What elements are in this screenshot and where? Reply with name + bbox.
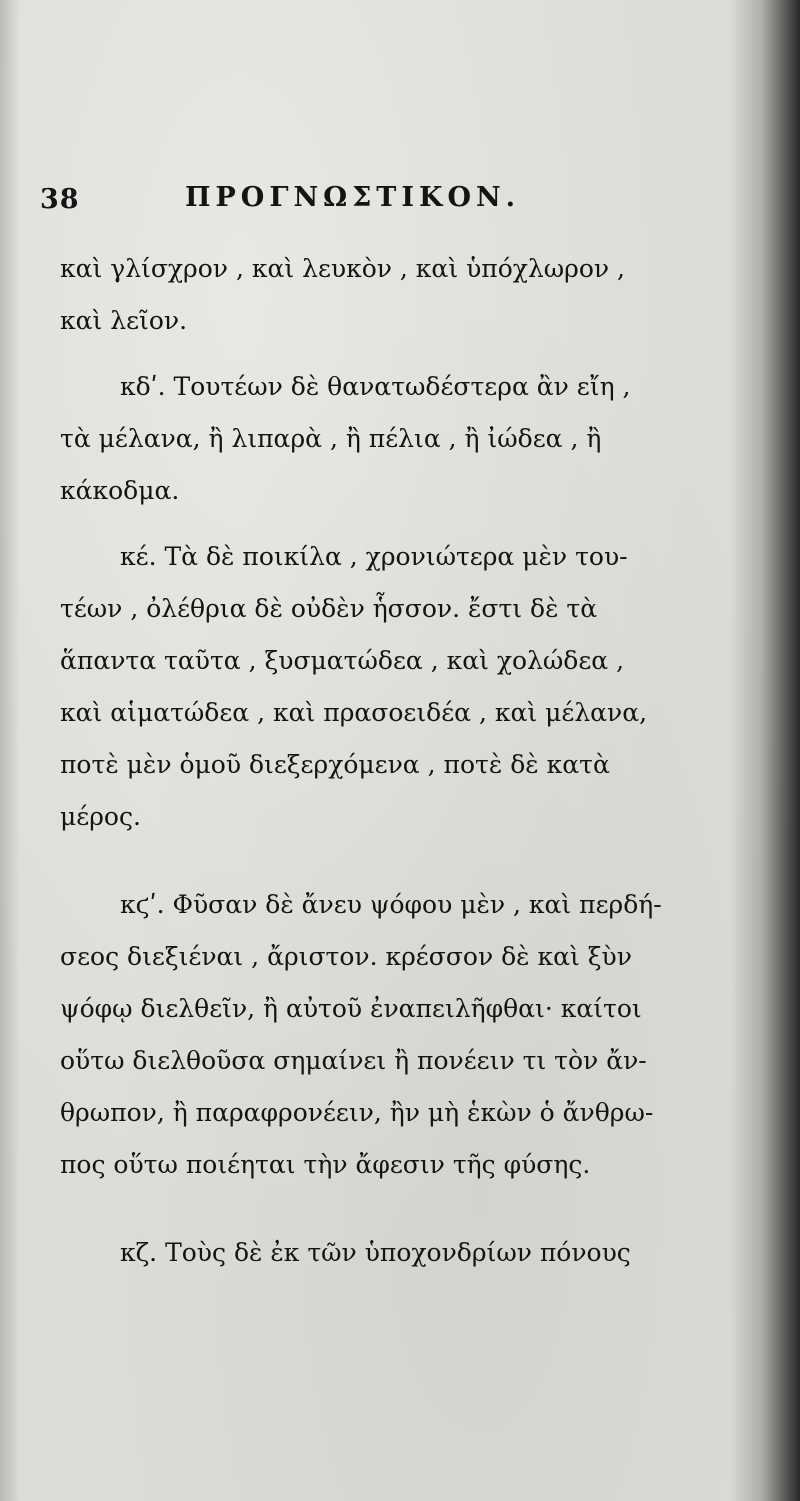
text-line: καὶ αἱματώδεα , καὶ πρασοειδέα , καὶ μέλανα,	[60, 698, 648, 727]
text-line: καὶ λεῖον.	[60, 306, 188, 335]
spine-shadow	[730, 0, 800, 1501]
text-line: κϛʹ. Φῦσαν δὲ ἄνευ ψόφου μὲν , καὶ περδή-	[120, 890, 662, 919]
text-line: κέ. Τὰ δὲ ποικίλα , χρονιώτερα μὲν του-	[120, 542, 628, 571]
text-line: καὶ γλίσχρον , καὶ λευκὸν , καὶ ὑπόχλωρον ,	[60, 254, 625, 283]
text-line: κάκοδμα.	[60, 476, 180, 505]
text-line: κδʹ. Τουτέων δὲ θανατωδέστερα ἂν εἴη ,	[120, 372, 631, 401]
text-line: θρωπον, ἢ παραφρονέειν, ἢν μὴ ἑκὼν ὁ ἄνθρω-	[60, 1098, 654, 1127]
text-line: ποτὲ μὲν ὁμοῦ διεξερχόμενα , ποτὲ δὲ κατὰ	[60, 750, 610, 779]
text-line: πος οὕτω ποιέηται τὴν ἄφεσιν τῆς φύσης.	[60, 1150, 591, 1179]
text-line: μέρος.	[60, 802, 141, 831]
text-line: τέων , ὀλέθρια δὲ οὐδὲν ἧσσον. ἔστι δὲ τὰ	[60, 594, 598, 623]
text-line: ψόφῳ διελθεῖν, ἢ αὐτοῦ ἐναπειλῆφθαι· καίτοι	[60, 994, 642, 1023]
text-line: οὕτω διελθοῦσα σημαίνει ἢ πονέειν τι τὸν ἄν-	[60, 1046, 647, 1075]
body-text	[60, 243, 680, 1279]
page-edge-shading	[0, 0, 20, 1501]
text-line: ἅπαντα ταῦτα , ξυσματώδεα , καὶ χολώδεα ,	[60, 646, 625, 675]
text-line: σεος διεξιέναι , ἄριστον. κρέσσον δὲ καὶ ξὺν	[60, 942, 632, 971]
text-line: τὰ μέλανα, ἢ λιπαρὰ , ἢ πέλια , ἢ ἰώδεα , ἢ	[60, 424, 602, 453]
running-title: ΠΡΟΓΝΩΣΤΙΚΟΝ.	[185, 182, 521, 213]
text-line: κζ. Τοὺς δὲ ἐκ τῶν ὑποχονδρίων πόνους	[120, 1238, 631, 1267]
page-header	[40, 182, 680, 222]
page-number: 38	[40, 184, 80, 215]
